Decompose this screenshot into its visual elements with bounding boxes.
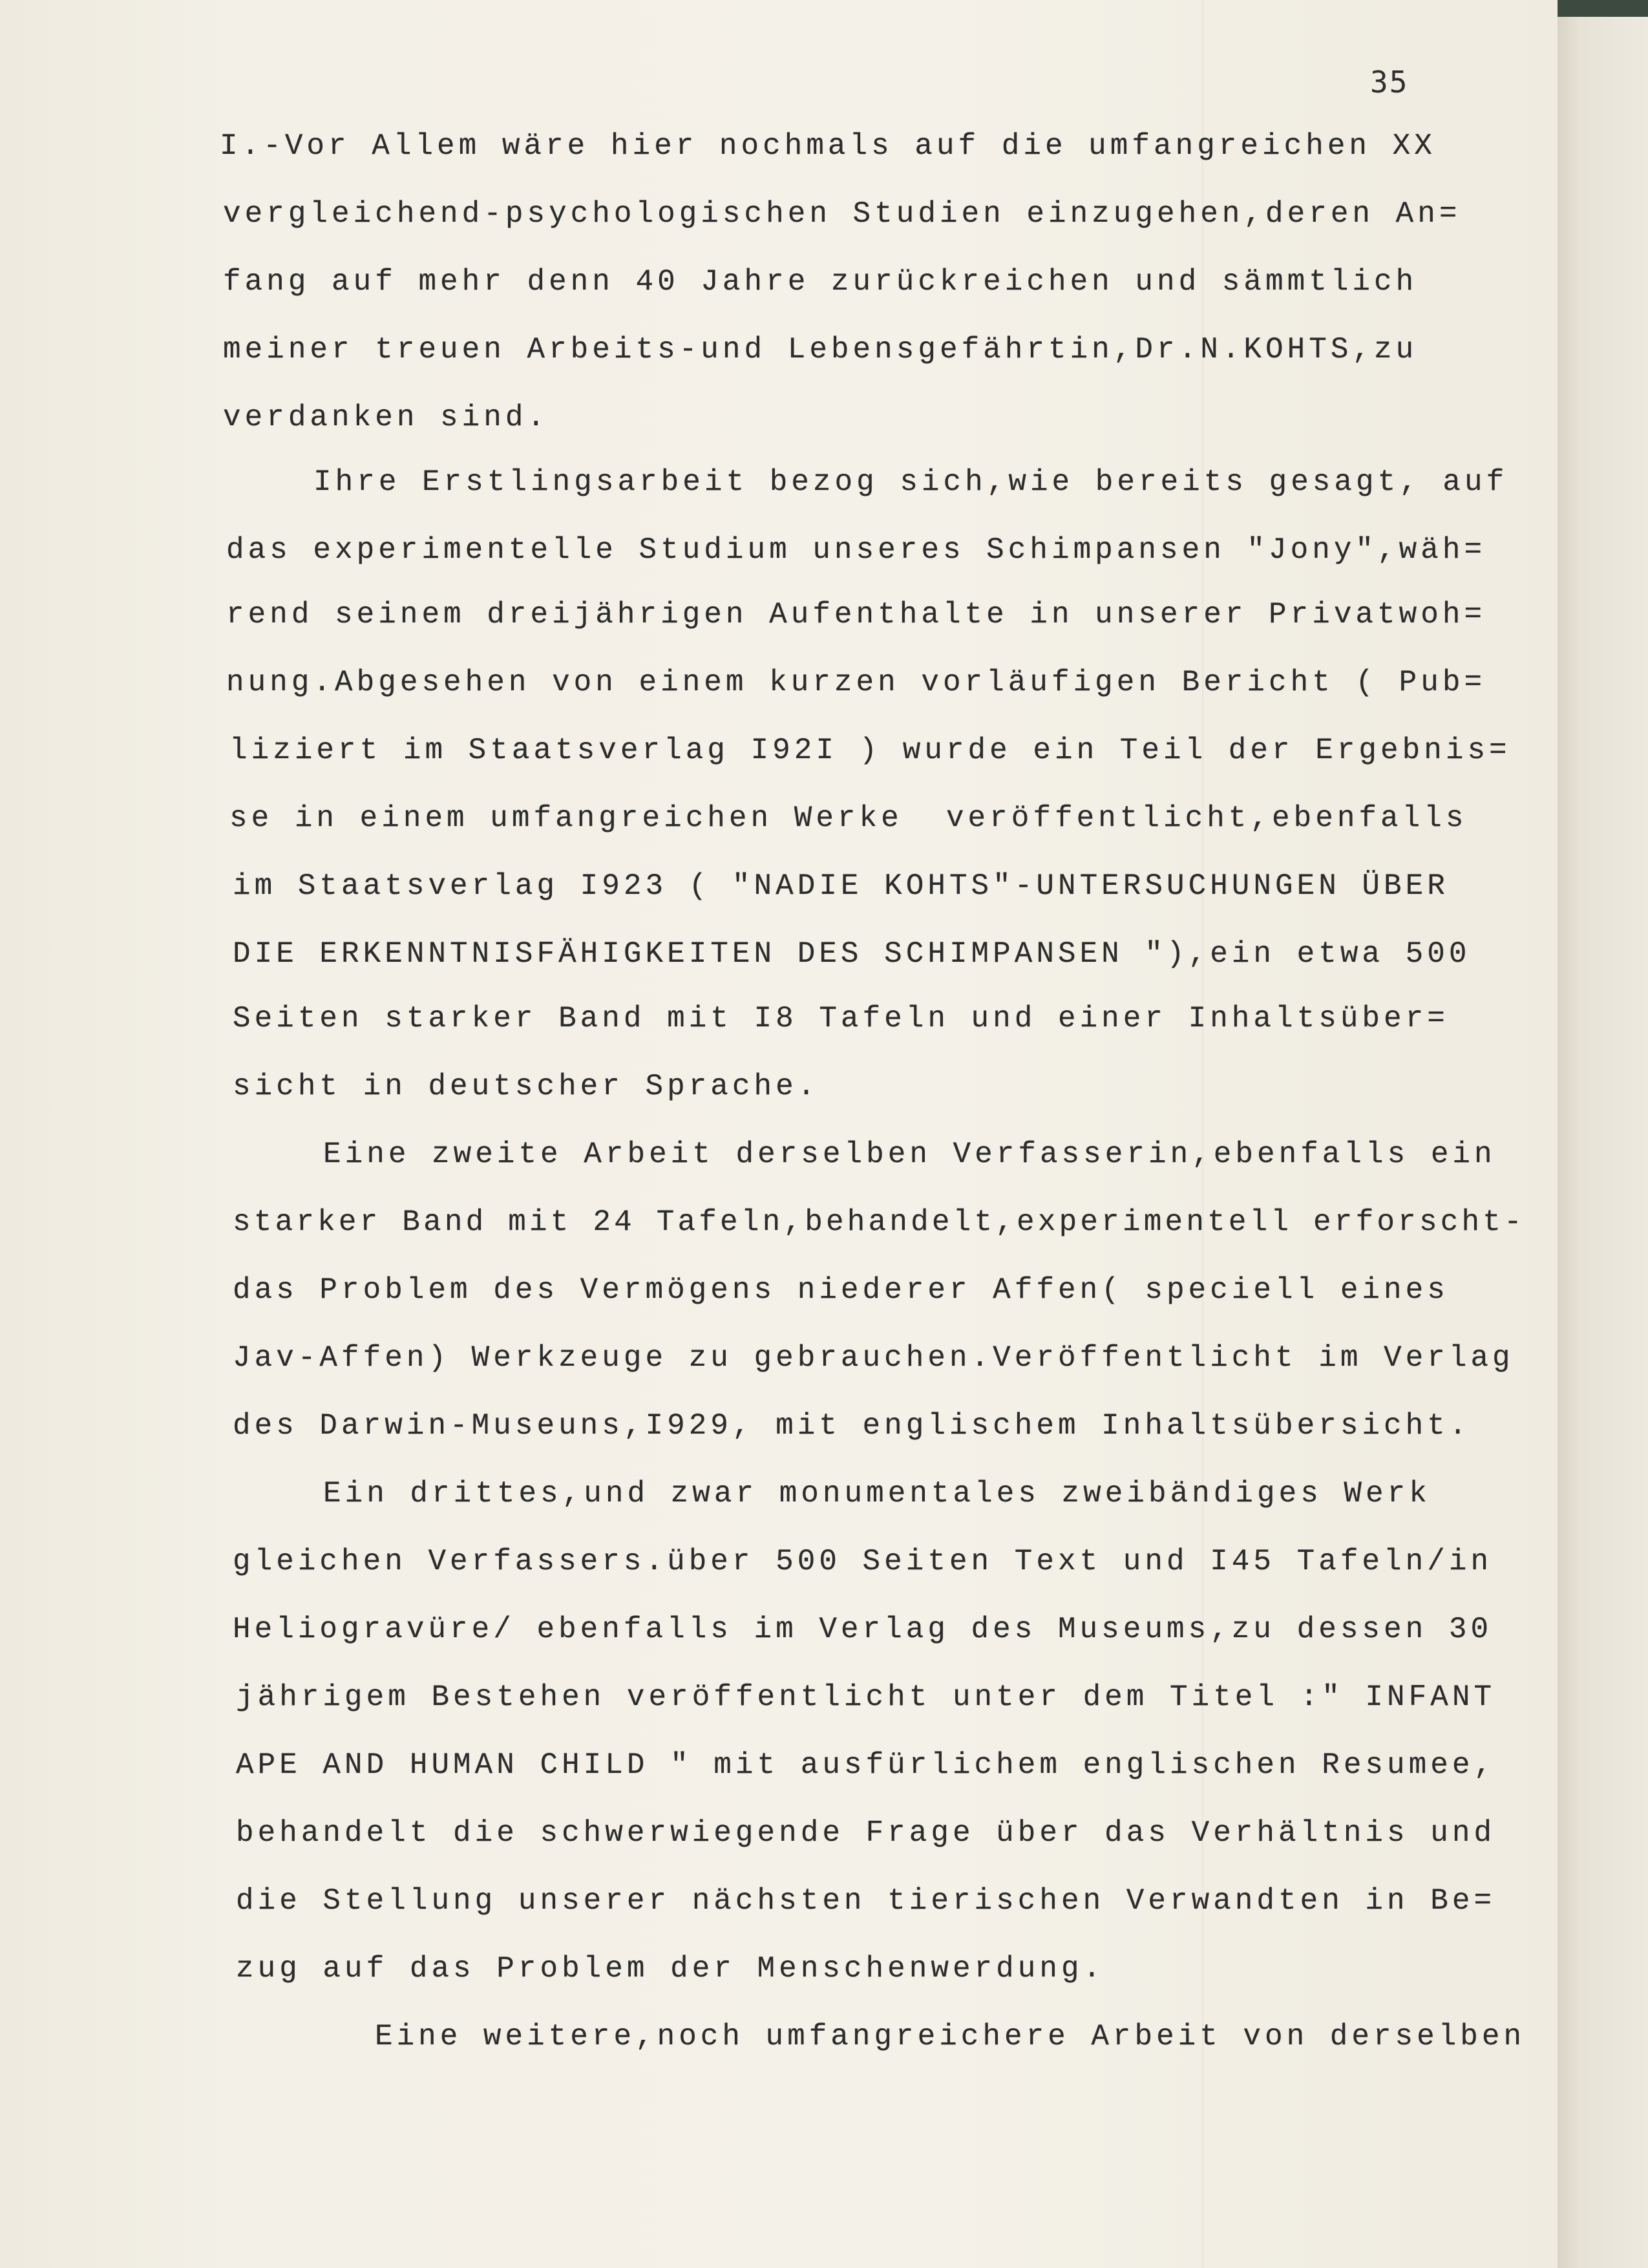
text-line: starker Band mit 24 Tafeln,behandelt,experimentell erforscht- <box>233 1205 1525 1239</box>
text-line: Heliogravüre/ ebenfalls im Verlag des Museums,zu dessen 30 <box>233 1613 1493 1646</box>
text-line: fang auf mehr denn 40 Jahre zurückreichen und sämmtlich <box>223 265 1418 299</box>
text-line: gleichen Verfassers.über 500 Seiten Text und I45 Tafeln/in <box>233 1545 1493 1578</box>
text-line: jährigem Bestehen veröffentlicht unter dem Titel :" INFANT <box>236 1680 1496 1714</box>
text-line: vergleichend-psychologischen Studien einzugehen,deren An= <box>223 197 1461 231</box>
text-line: verdanken sind. <box>223 401 549 434</box>
text-line: die Stellung unserer nächsten tierischen Verwandten in Be= <box>236 1884 1496 1918</box>
text-line: Seiten starker Band mit I8 Tafeln und einer Inhaltsüber= <box>233 1002 1449 1035</box>
text-line: das experimentelle Studium unseres Schimpansen "Jony",wäh= <box>226 533 1486 567</box>
text-line: rend seinem dreijährigen Aufenthalte in unserer Privatwoh= <box>226 598 1486 631</box>
text-line: zug auf das Problem der Menschenwerdung. <box>236 1952 1105 1986</box>
text-line: se in einem umfangreichen Werke veröffentlicht,ebenfalls <box>229 801 1468 835</box>
text-line: Ein drittes,und zwar monumentales zweibändiges Werk <box>323 1477 1431 1510</box>
text-line: I.-Vor Allem wäre hier nochmals auf die umfangreichen XX <box>220 129 1436 163</box>
text-line: Ihre Erstlingsarbeit bezog sich,wie bereits gesagt, auf <box>313 465 1508 499</box>
text-line: liziert im Staatsverlag I92I ) wurde ein Teil der Ergebnis= <box>229 734 1511 767</box>
background-corner <box>1558 0 1648 17</box>
text-line: APE AND HUMAN CHILD " mit ausfürlichem englischen Resumee, <box>236 1748 1496 1782</box>
text-line: meiner treuen Arbeits-und Lebensgefährtin,Dr.N.KOHTS,zu <box>223 333 1418 366</box>
text-line: des Darwin-Museuns,I929, mit englischem Inhaltsübersicht. <box>233 1409 1471 1443</box>
text-line: im Staatsverlag I923 ( "NADIE KOHTS"-UNTERSUCHUNGEN ÜBER <box>233 869 1449 903</box>
text-line: Jav-Affen) Werkzeuge zu gebrauchen.Veröffentlicht im Verlag <box>233 1341 1514 1375</box>
text-line: DIE ERKENNTNISFÄHIGKEITEN DES SCHIMPANSEN "),ein etwa 500 <box>233 937 1471 971</box>
background-edge <box>1558 0 1648 2268</box>
text-line: das Problem des Vermögens niederer Affen( speciell eines <box>233 1273 1449 1307</box>
text-line: Eine zweite Arbeit derselben Verfasserin,ebenfalls ein <box>323 1138 1496 1171</box>
text-line: Eine weitere,noch umfangreichere Arbeit von derselben <box>375 2020 1526 2053</box>
text-line: behandelt die schwerwiegende Frage über das Verhältnis und <box>236 1816 1496 1850</box>
text-line: sicht in deutscher Sprache. <box>233 1070 819 1103</box>
page-number: 35 <box>1370 65 1409 100</box>
text-line: nung.Abgesehen von einem kurzen vorläufigen Bericht ( Pub= <box>226 666 1486 699</box>
